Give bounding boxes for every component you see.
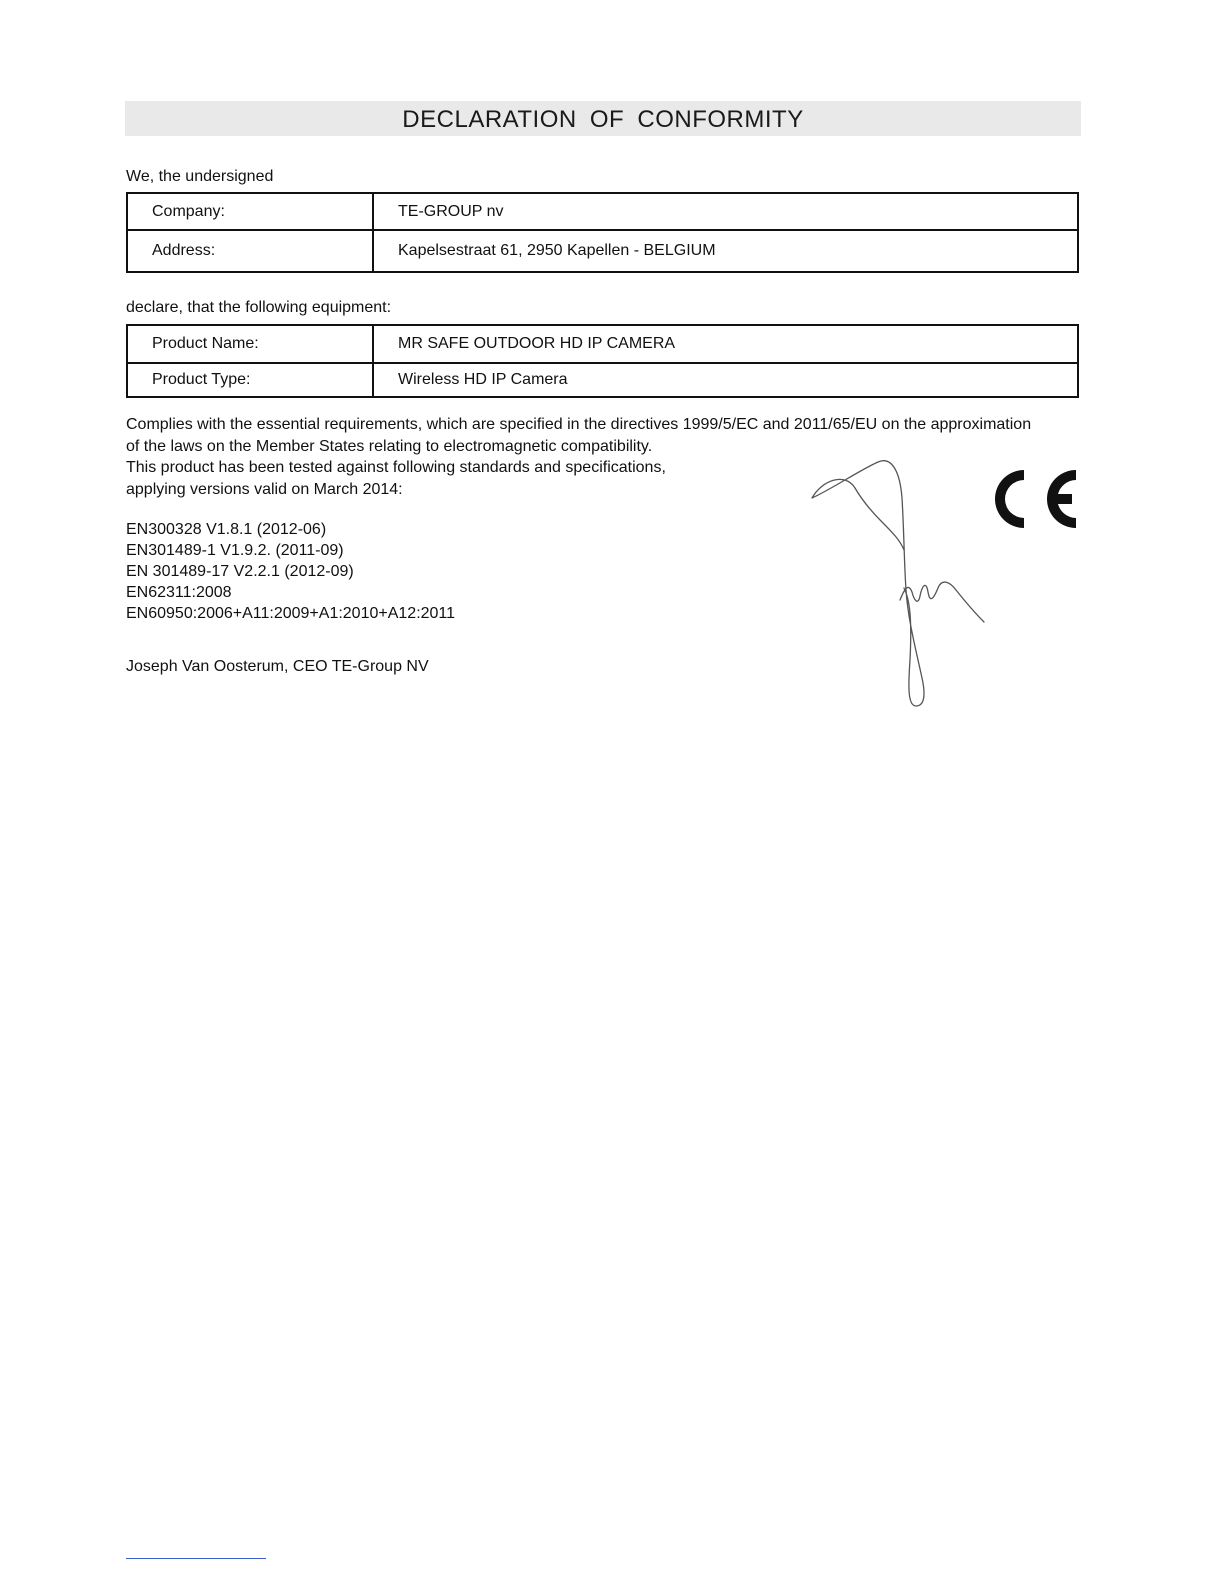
company-value: TE-GROUP nv	[373, 193, 1078, 230]
address-value: Kapelsestraat 61, 2950 Kapellen - BELGIUM	[373, 230, 1078, 272]
product-name-value: MR SAFE OUTDOOR HD IP CAMERA	[373, 325, 1078, 363]
product-name-label: Product Name:	[127, 325, 373, 363]
table-row	[127, 193, 1078, 230]
address-label: Address:	[127, 230, 373, 272]
compliance-line: of the laws on the Member States relating to electromagnetic compatibility.	[126, 437, 653, 455]
standards-list	[126, 519, 455, 624]
table-row	[127, 363, 1078, 397]
compliance-line: applying versions valid on March 2014:	[126, 480, 403, 498]
declare-text: declare, that the following equipment:	[126, 299, 392, 316]
compliance-line: This product has been tested against following standards and specifications,	[126, 459, 666, 476]
company-table	[126, 192, 1079, 273]
footnote-rule	[126, 1558, 266, 1559]
product-table	[126, 324, 1079, 398]
ce-mark-icon	[980, 462, 1080, 536]
compliance-line: Complies with the essential requirements, which are specified in the directives 1999/5/EC and 2011/65/EU on the approximation	[126, 416, 1032, 433]
document-title: DECLARATION OF CONFORMITY	[125, 101, 1081, 136]
product-type-label: Product Type:	[127, 363, 373, 397]
standard-item: EN62311:2008	[126, 584, 232, 601]
company-label: Company:	[127, 193, 373, 230]
product-type-value: Wireless HD IP Camera	[373, 363, 1078, 397]
signature-mark	[800, 450, 1000, 720]
table-row	[127, 230, 1078, 272]
standard-item: EN60950:2006+A11:2009+A1:2010+A12:2011	[126, 605, 456, 622]
table-row	[127, 325, 1078, 363]
intro-text: We, the undersigned	[126, 168, 274, 185]
standard-item: EN 301489-17 V2.2.1 (2012-09)	[126, 563, 354, 580]
standard-item: EN301489-1 V1.9.2. (2011-09)	[126, 542, 344, 559]
signatory-text: Joseph Van Oosterum, CEO TE-Group NV	[126, 658, 429, 675]
standard-item: EN300328 V1.8.1 (2012-06)	[126, 521, 327, 538]
